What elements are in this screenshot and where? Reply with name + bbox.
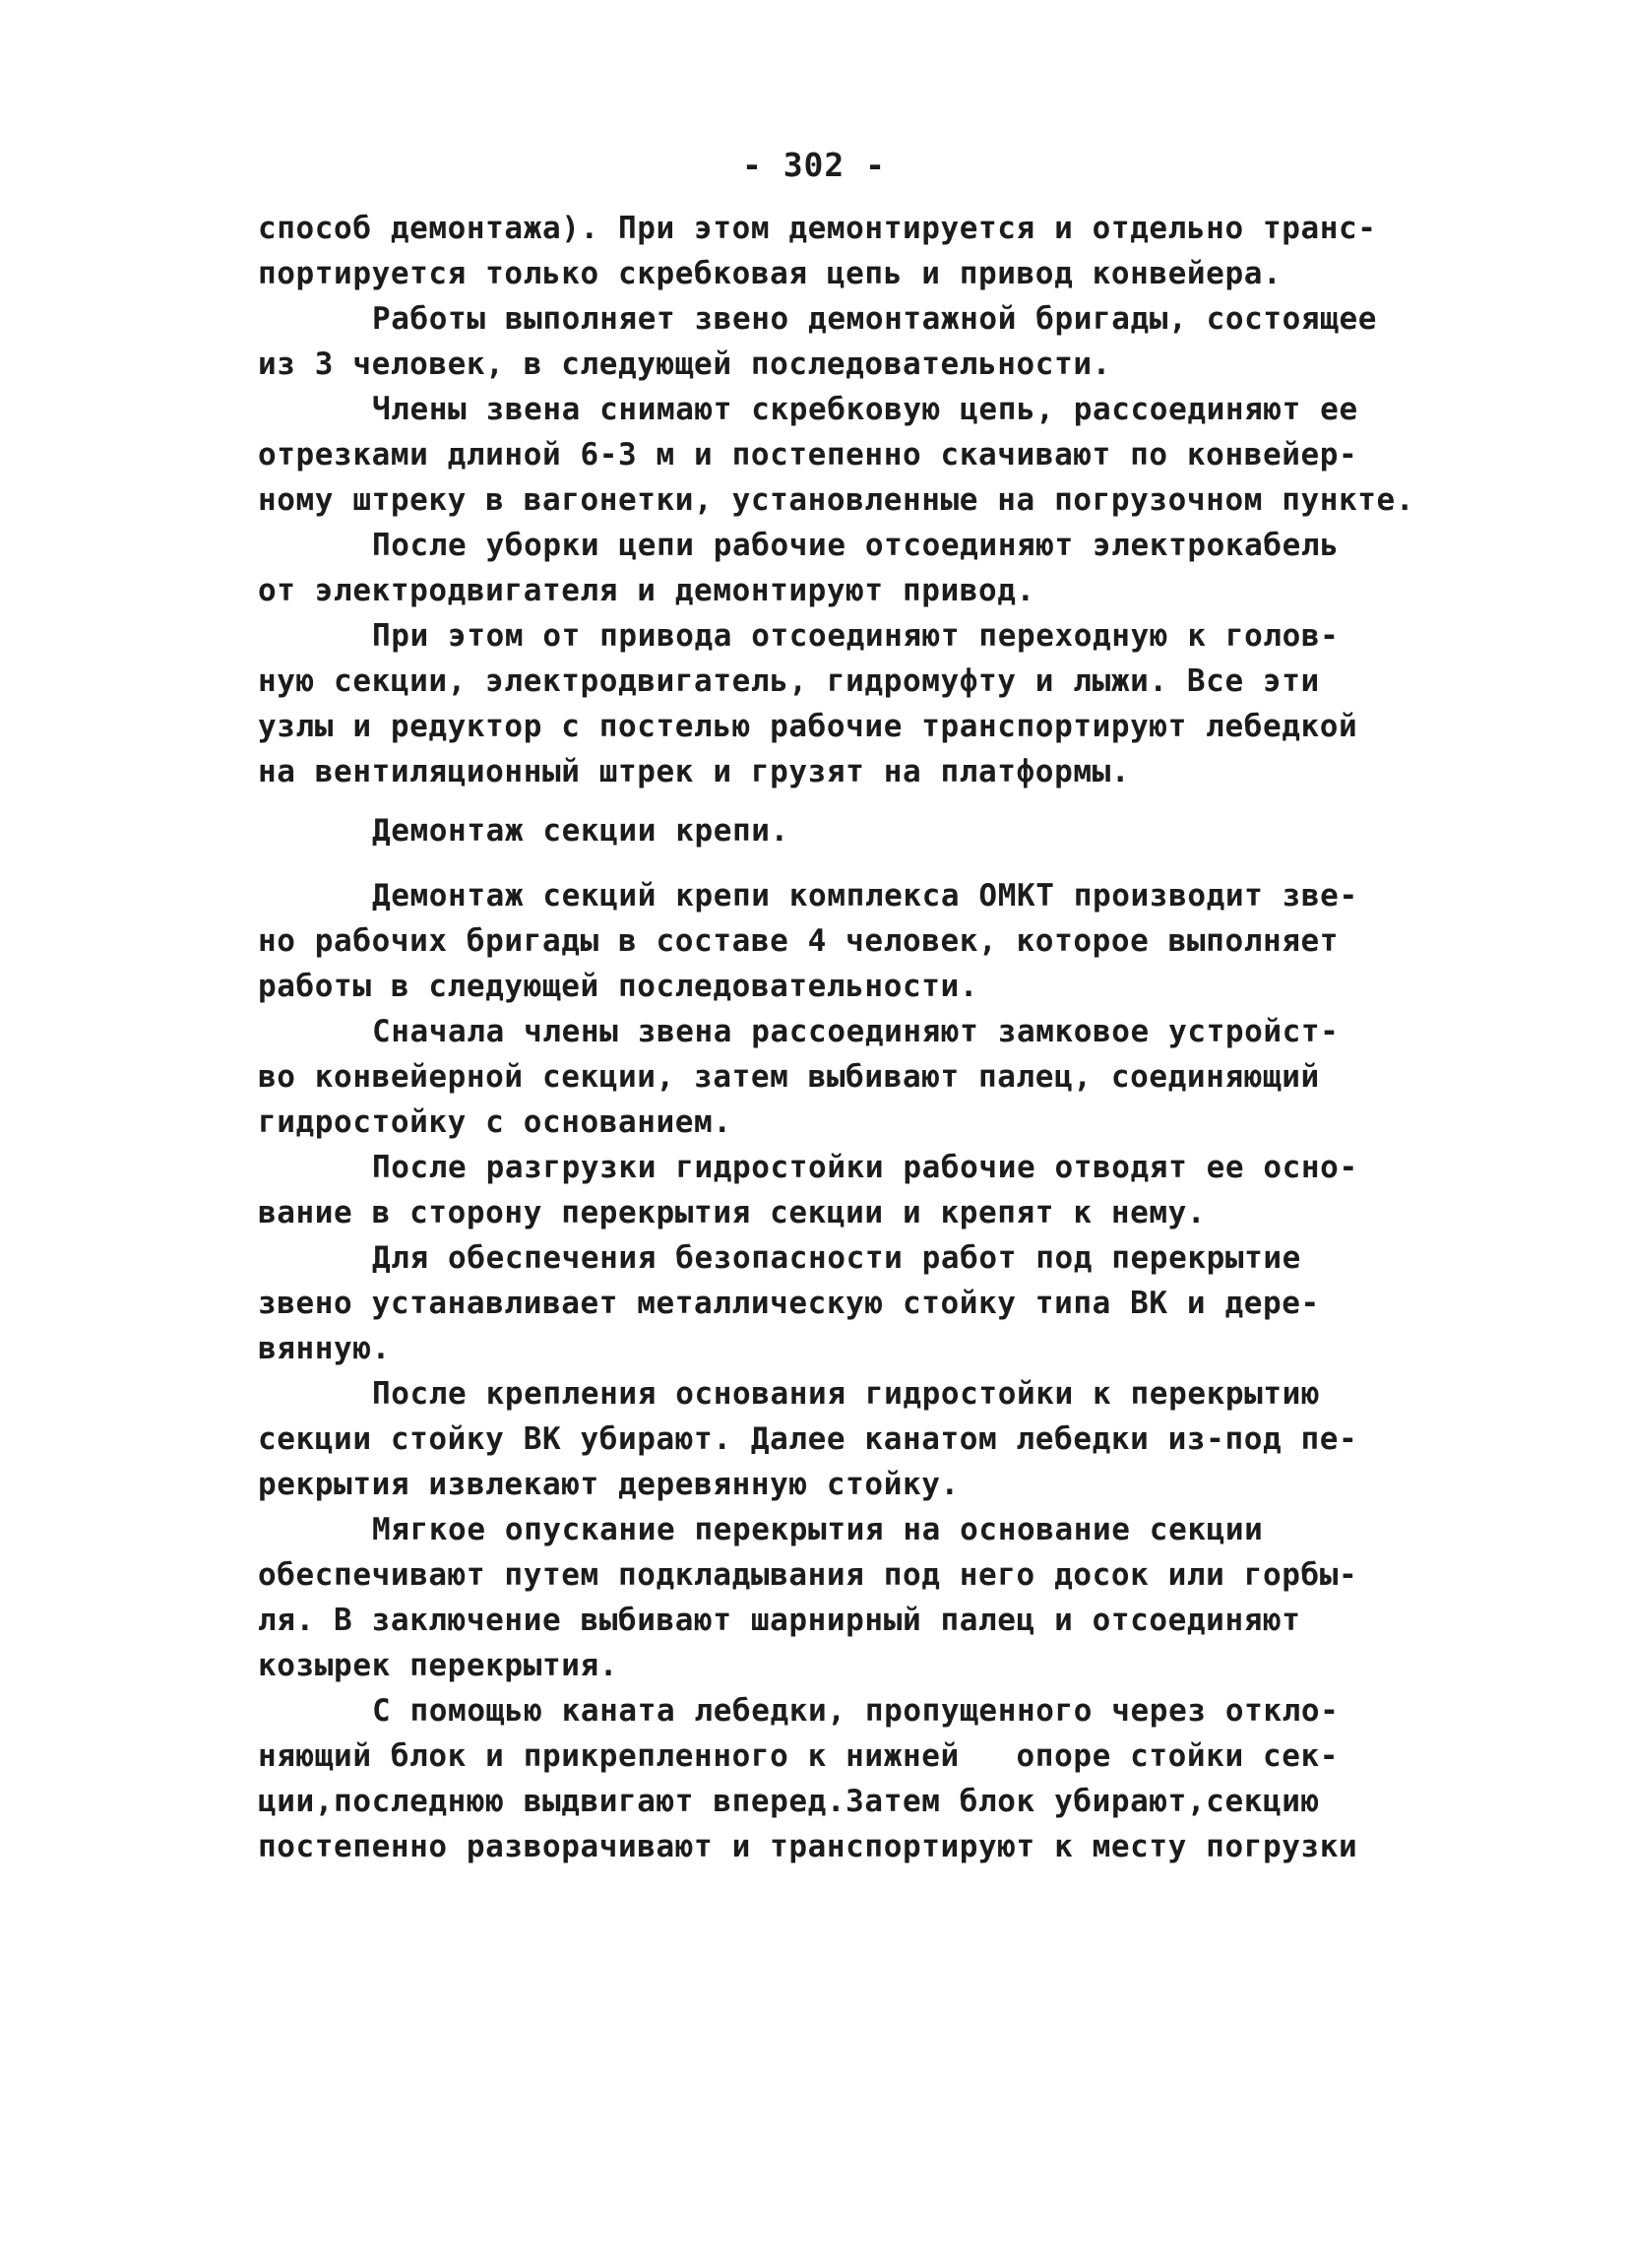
text-line: Сначала члены звена рассоединяют замковое устройст-	[372, 1014, 1340, 1049]
text-line: Мягкое опускание перекрытия на основание секции	[372, 1512, 1264, 1547]
text-line: обеспечивают путем подкладывания под него досок или горбы-	[258, 1557, 1358, 1593]
text-line: от электродвигателя и демонтируют привод.	[258, 573, 1035, 608]
text-line: рекрытия извлекают деревянную стойку.	[258, 1467, 960, 1502]
text-line: козырек перекрытия.	[258, 1648, 619, 1683]
text-line: постепенно разворачивают и транспортируют к месту погрузки	[258, 1829, 1358, 1864]
text-line: гидростойку с основанием.	[258, 1104, 732, 1140]
text-line: После крепления основания гидростойки к перекрытию	[372, 1376, 1321, 1412]
page-number: - 302 -	[741, 146, 887, 184]
text-line: После уборки цепи рабочие отсоединяют электрокабель	[372, 528, 1340, 563]
text-line: ции,последнюю выдвигают вперед.Затем блок убирают,секцию	[258, 1784, 1320, 1819]
text-line: ную секции, электродвигатель, гидромуфту и лыжи. Все эти	[258, 663, 1320, 699]
text-line: Члены звена снимают скребковую цепь, рассоединяют ее	[372, 392, 1358, 427]
text-line: на вентиляционный штрек и грузят на платформы.	[258, 754, 1131, 789]
text-line: няющий блок и прикрепленного к нижней опоре стойки сек-	[258, 1738, 1340, 1774]
text-line: отрезками длиной 6-3 м и постепенно скачивают по конвейер-	[258, 437, 1358, 472]
text-line: секции стойку ВК убирают. Далее канатом лебедки из-под пе-	[258, 1421, 1358, 1457]
text-line: При этом от привода отсоединяют переходную к голов-	[372, 618, 1340, 654]
text-line: но рабочих бригады в составе 4 человек, которое выполняет	[258, 923, 1340, 959]
text-line: звено устанавливает металлическую стойку типа ВК и дере-	[258, 1286, 1320, 1321]
text-line: Демонтаж секций крепи комплекса ОМКТ производит зве-	[372, 878, 1358, 914]
text-line: работы в следующей последовательности.	[258, 969, 979, 1004]
text-line: Работы выполняет звено демонтажной бригады, состоящее	[372, 301, 1377, 337]
text-line: портируется только скребковая цепь и привод конвейера.	[258, 256, 1283, 291]
text-line: способ демонтажа). При этом демонтируется и отдельно транс-	[258, 211, 1377, 246]
text-line: вянную.	[258, 1331, 391, 1366]
text-line: Для обеспечения безопасности работ под перекрытие	[372, 1240, 1301, 1276]
text-line: ному штреку в вагонетки, установленные на погрузочном пункте.	[258, 482, 1415, 518]
section-heading: Демонтаж секции крепи.	[372, 813, 789, 849]
text-line: После разгрузки гидростойки рабочие отводят ее осно-	[372, 1150, 1358, 1185]
text-line: вание в сторону перекрытия секции и крепят к нему.	[258, 1195, 1207, 1230]
text-line: С помощью каната лебедки, пропущенного через откло-	[372, 1693, 1340, 1729]
text-line: из 3 человек, в следующей последовательности.	[258, 346, 1111, 382]
text-line: узлы и редуктор с постелью рабочие транспортируют лебедкой	[258, 709, 1358, 744]
text-line: во конвейерной секции, затем выбивают палец, соединяющий	[258, 1059, 1320, 1095]
text-line: ля. В заключение выбивают шарнирный палец и отсоединяют	[258, 1603, 1301, 1638]
